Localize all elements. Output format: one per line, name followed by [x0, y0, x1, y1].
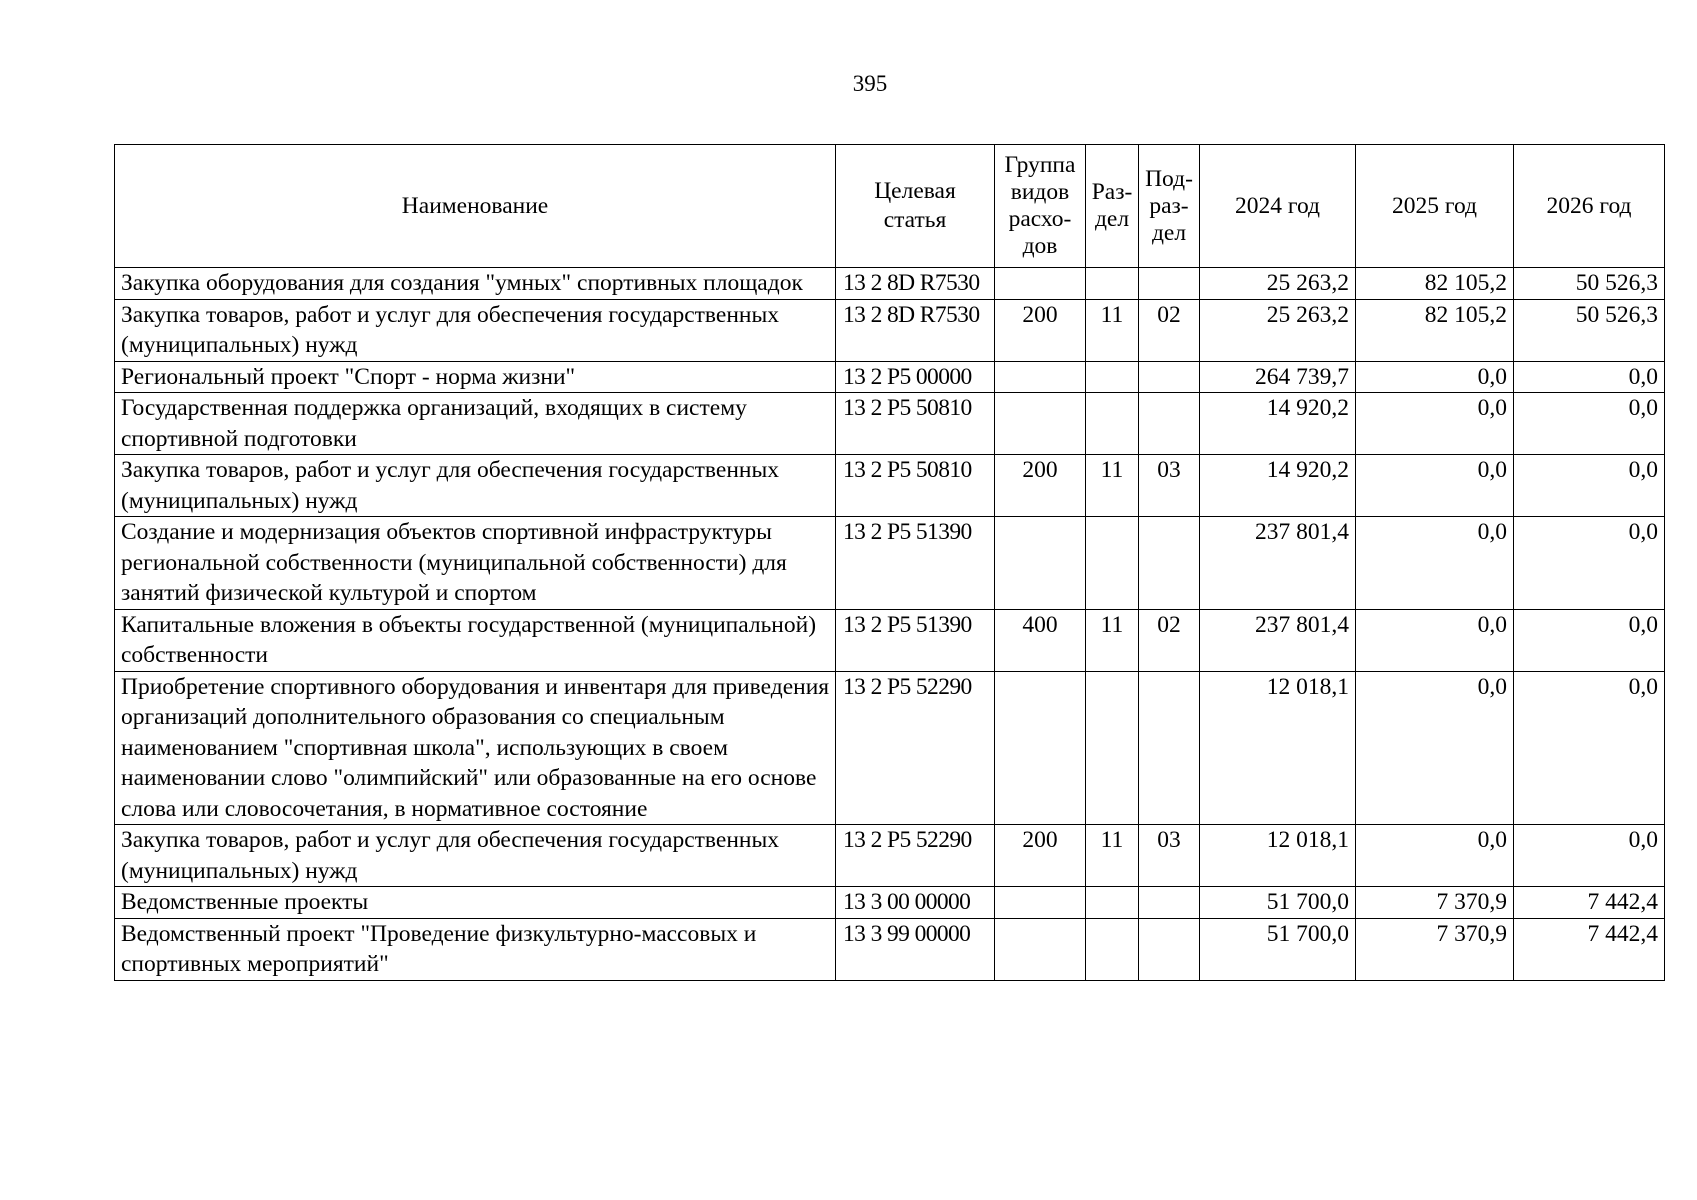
header-2025: 2025 год — [1356, 145, 1514, 268]
cell-razdel — [1086, 361, 1139, 393]
table-row — [115, 455, 1665, 517]
cell-name: Ведомственный проект "Проведение физкультурно-массовых и спортивных мероприятий" — [115, 918, 836, 980]
cell-2024: 237 801,4 — [1200, 517, 1356, 610]
cell-razdel: 11 — [1086, 609, 1139, 671]
cell-expense-group: 200 — [995, 299, 1086, 361]
cell-2026: 50 526,3 — [1514, 268, 1665, 300]
cell-name: Государственная поддержка организаций, входящих в систему спортивной подготовки — [115, 393, 836, 455]
cell-name: Закупка товаров, работ и услуг для обеспечения государственных (муниципальных) нужд — [115, 299, 836, 361]
cell-2026: 7 442,4 — [1514, 887, 1665, 919]
table-row — [115, 299, 1665, 361]
table-row — [115, 887, 1665, 919]
cell-2026: 0,0 — [1514, 455, 1665, 517]
cell-2025: 0,0 — [1356, 393, 1514, 455]
cell-2026: 50 526,3 — [1514, 299, 1665, 361]
cell-2025: 0,0 — [1356, 671, 1514, 825]
cell-razdel — [1086, 887, 1139, 919]
table-row — [115, 918, 1665, 980]
cell-2024: 264 739,7 — [1200, 361, 1356, 393]
cell-razdel — [1086, 671, 1139, 825]
cell-2025: 7 370,9 — [1356, 887, 1514, 919]
cell-expense-group: 200 — [995, 455, 1086, 517]
cell-target-article: 13 2 P5 52290 — [836, 825, 995, 887]
table-row — [115, 517, 1665, 610]
cell-target-article: 13 2 P5 51390 — [836, 609, 995, 671]
header-code: Целевая статья — [836, 145, 995, 268]
cell-2024: 14 920,2 — [1200, 393, 1356, 455]
cell-target-article: 13 2 8D R7530 — [836, 268, 995, 300]
cell-2026: 0,0 — [1514, 393, 1665, 455]
budget-table — [114, 144, 1665, 981]
cell-razdel: 11 — [1086, 455, 1139, 517]
cell-name: Приобретение спортивного оборудования и инвентаря для приведения организаций дополнительного образования со специальным наименованием "спортивная школа", использующих в своем наименовании слово "олимпийский" или образованные на его основе слова или словосочетания, в нормативное состояние — [115, 671, 836, 825]
cell-razdel — [1086, 517, 1139, 610]
header-group: Группа видов расхо-дов — [995, 145, 1086, 268]
cell-expense-group — [995, 517, 1086, 610]
cell-name: Закупка товаров, работ и услуг для обеспечения государственных (муниципальных) нужд — [115, 455, 836, 517]
cell-podrazdel — [1139, 517, 1200, 610]
table-row — [115, 268, 1665, 300]
cell-name: Ведомственные проекты — [115, 887, 836, 919]
cell-2025: 82 105,2 — [1356, 268, 1514, 300]
cell-expense-group — [995, 671, 1086, 825]
cell-target-article: 13 2 P5 50810 — [836, 393, 995, 455]
cell-2024: 51 700,0 — [1200, 918, 1356, 980]
cell-2024: 25 263,2 — [1200, 268, 1356, 300]
cell-target-article: 13 2 P5 51390 — [836, 517, 995, 610]
cell-podrazdel — [1139, 268, 1200, 300]
cell-name: Создание и модернизация объектов спортивной инфраструктуры региональной собственности (муниципальной собственности) для занятий физической культурой и спортом — [115, 517, 836, 610]
cell-name: Капитальные вложения в объекты государственной (муниципальной) собственности — [115, 609, 836, 671]
table-row — [115, 393, 1665, 455]
cell-podrazdel — [1139, 361, 1200, 393]
header-row — [115, 145, 1665, 268]
cell-podrazdel: 02 — [1139, 609, 1200, 671]
cell-podrazdel: 03 — [1139, 825, 1200, 887]
cell-target-article: 13 2 P5 00000 — [836, 361, 995, 393]
header-2024: 2024 год — [1200, 145, 1356, 268]
cell-podrazdel — [1139, 393, 1200, 455]
cell-expense-group — [995, 393, 1086, 455]
header-podrazdel: Под-раз-дел — [1139, 145, 1200, 268]
cell-2026: 0,0 — [1514, 517, 1665, 610]
cell-2024: 12 018,1 — [1200, 825, 1356, 887]
cell-2025: 0,0 — [1356, 361, 1514, 393]
cell-2024: 25 263,2 — [1200, 299, 1356, 361]
cell-2026: 7 442,4 — [1514, 918, 1665, 980]
cell-2024: 237 801,4 — [1200, 609, 1356, 671]
cell-expense-group — [995, 361, 1086, 393]
table-row — [115, 825, 1665, 887]
cell-razdel — [1086, 918, 1139, 980]
cell-2025: 82 105,2 — [1356, 299, 1514, 361]
cell-razdel — [1086, 268, 1139, 300]
cell-target-article: 13 2 P5 50810 — [836, 455, 995, 517]
cell-expense-group: 200 — [995, 825, 1086, 887]
cell-2026: 0,0 — [1514, 825, 1665, 887]
cell-name: Закупка товаров, работ и услуг для обеспечения государственных (муниципальных) нужд — [115, 825, 836, 887]
cell-2026: 0,0 — [1514, 609, 1665, 671]
header-razdel: Раз-дел — [1086, 145, 1139, 268]
cell-target-article: 13 3 99 00000 — [836, 918, 995, 980]
cell-2026: 0,0 — [1514, 361, 1665, 393]
cell-razdel — [1086, 393, 1139, 455]
cell-podrazdel — [1139, 918, 1200, 980]
cell-2025: 0,0 — [1356, 517, 1514, 610]
cell-target-article: 13 2 P5 52290 — [836, 671, 995, 825]
cell-expense-group — [995, 268, 1086, 300]
cell-name: Региональный проект "Спорт - норма жизни" — [115, 361, 836, 393]
cell-2025: 0,0 — [1356, 609, 1514, 671]
cell-2026: 0,0 — [1514, 671, 1665, 825]
cell-expense-group — [995, 918, 1086, 980]
cell-razdel: 11 — [1086, 825, 1139, 887]
cell-expense-group: 400 — [995, 609, 1086, 671]
table-body — [115, 268, 1665, 981]
header-name: Наименование — [115, 145, 836, 268]
cell-target-article: 13 3 00 00000 — [836, 887, 995, 919]
cell-2025: 7 370,9 — [1356, 918, 1514, 980]
cell-2024: 51 700,0 — [1200, 887, 1356, 919]
table-row — [115, 361, 1665, 393]
cell-target-article: 13 2 8D R7530 — [836, 299, 995, 361]
cell-podrazdel: 02 — [1139, 299, 1200, 361]
cell-2024: 14 920,2 — [1200, 455, 1356, 517]
table-row — [115, 671, 1665, 825]
cell-razdel: 11 — [1086, 299, 1139, 361]
cell-2025: 0,0 — [1356, 455, 1514, 517]
cell-2025: 0,0 — [1356, 825, 1514, 887]
table-header — [115, 145, 1665, 268]
cell-podrazdel — [1139, 671, 1200, 825]
table-row — [115, 609, 1665, 671]
cell-expense-group — [995, 887, 1086, 919]
page-number: 395 — [852, 71, 888, 96]
header-2026: 2026 год — [1514, 145, 1665, 268]
cell-podrazdel: 03 — [1139, 455, 1200, 517]
cell-name: Закупка оборудования для создания "умных" спортивных площадок — [115, 268, 836, 300]
cell-podrazdel — [1139, 887, 1200, 919]
cell-2024: 12 018,1 — [1200, 671, 1356, 825]
